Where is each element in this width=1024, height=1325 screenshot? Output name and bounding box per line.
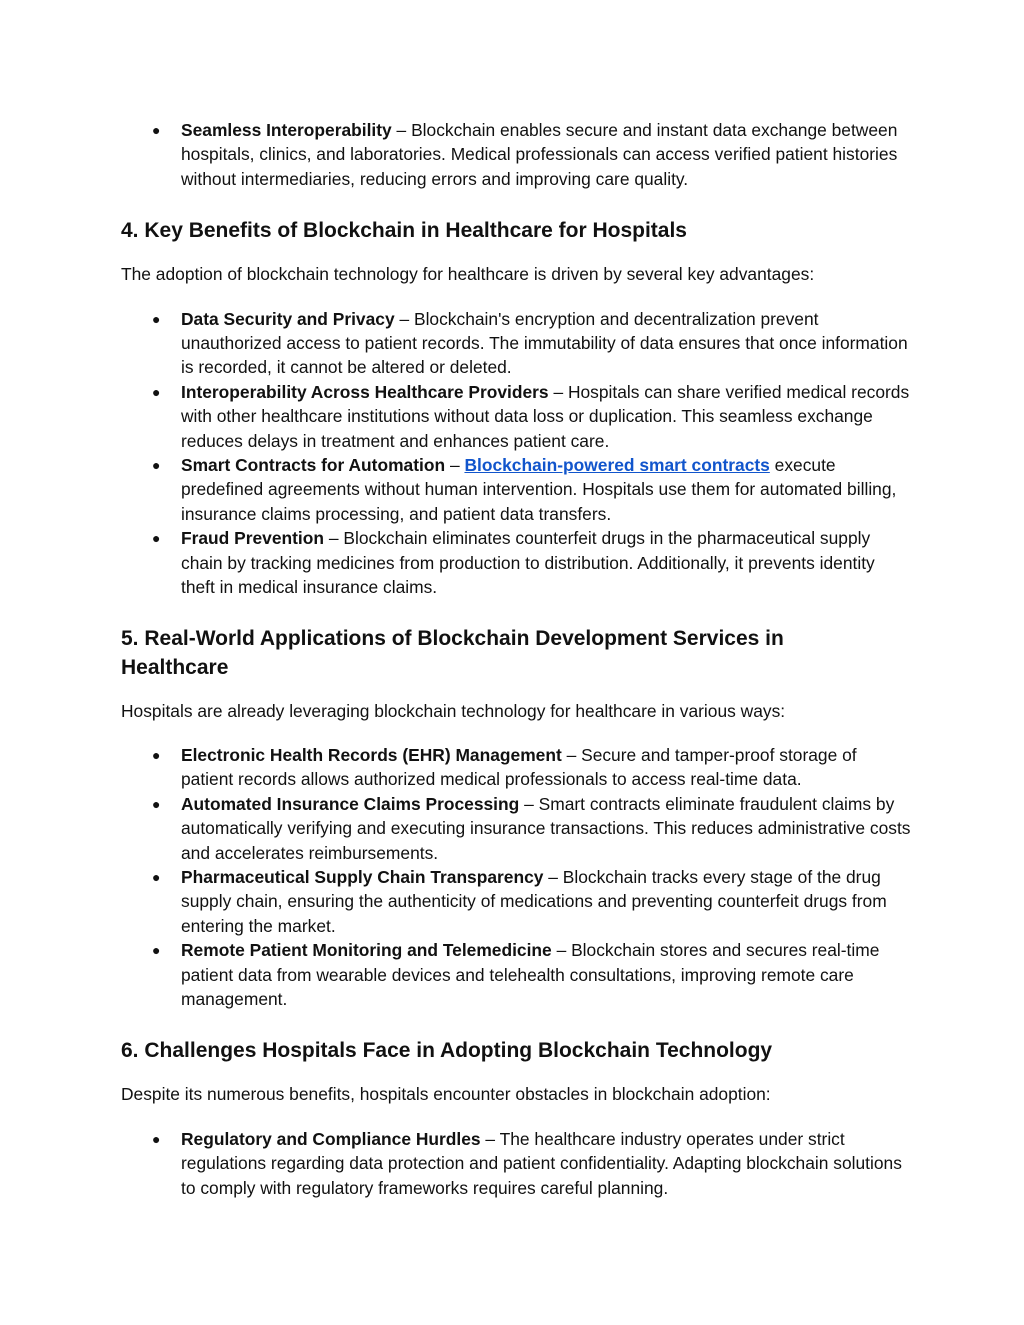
item-term: Smart Contracts for Automation xyxy=(181,455,446,476)
item-dash: – xyxy=(548,381,568,402)
bullet-icon: ● xyxy=(152,457,161,474)
item-text: Blockchain enables secure and instant data exchange between hospitals, clinics, and laboratories. Medical professionals can access verified patient histories without intermediaries, reducing errors and improving care quality. xyxy=(181,120,898,189)
item-dash: – xyxy=(519,793,539,814)
item-term: Remote Patient Monitoring and Telemedicine xyxy=(181,940,552,961)
section-4-intro: The adoption of blockchain technology for healthcare is driven by several key advantages: xyxy=(121,264,815,285)
section-4-heading: 4. Key Benefits of Blockchain in Healthcare for Hospitals xyxy=(121,219,687,243)
item-term: Fraud Prevention xyxy=(181,528,325,549)
section-5-heading xyxy=(121,624,911,682)
item-term: Automated Insurance Claims Processing xyxy=(181,793,520,814)
item-text: execute predefined agreements without human intervention. Hospitals use them for automated billing, insurance claims processing, and patient data transfers. xyxy=(181,455,897,524)
item-text: The healthcare industry operates under strict regulations regarding data protection and patient confidentiality. Adapting blockchain solutions to comply with regulatory frameworks requires careful planning. xyxy=(181,1128,902,1198)
top-bullet-list xyxy=(121,118,911,191)
section-6-list xyxy=(121,1127,911,1200)
section-4-list xyxy=(121,307,911,600)
list-item xyxy=(121,743,911,792)
item-dash: – xyxy=(480,1128,500,1149)
item-term: Seamless Interoperability xyxy=(181,120,392,140)
section-5-heading-line2: Healthcare xyxy=(121,655,229,679)
item-text: Smart contracts eliminate fraudulent claims by automatically verifying and executing insurance transactions. This reduces administrative costs and accelerates reimbursements. xyxy=(181,793,911,863)
section-5-intro: Hospitals are already leveraging blockchain technology for healthcare in various ways: xyxy=(121,700,786,721)
list-item xyxy=(121,453,911,526)
list-item xyxy=(121,307,911,380)
bullet-icon: ● xyxy=(152,383,161,400)
smart-contracts-link[interactable]: Blockchain-powered smart contracts xyxy=(464,455,770,476)
bullet-icon: ● xyxy=(152,868,161,885)
section-5-list xyxy=(121,743,911,1011)
item-dash: – xyxy=(551,940,572,961)
list-item xyxy=(121,865,911,938)
list-item xyxy=(121,118,911,191)
list-item xyxy=(121,380,911,453)
bullet-icon: ● xyxy=(152,122,161,138)
item-dash: – xyxy=(394,308,414,329)
section-6-intro: Despite its numerous benefits, hospitals encounter obstacles in blockchain adoption: xyxy=(121,1084,771,1105)
item-dash: – xyxy=(445,455,465,476)
item-term: Interoperability Across Healthcare Providers xyxy=(181,381,549,402)
item-text: Blockchain's encryption and decentralization prevent unauthorized access to patient records. The immutability of data ensures that once information is recorded, it cannot be altered or deleted. xyxy=(181,308,908,378)
bullet-icon: ● xyxy=(152,310,161,327)
document-content xyxy=(121,118,911,1200)
bullet-icon: ● xyxy=(152,1130,161,1147)
item-dash: – xyxy=(391,120,412,140)
list-item xyxy=(121,1127,911,1200)
item-term: Electronic Health Records (EHR) Management xyxy=(181,744,562,765)
item-text: Blockchain stores and secures real-time patient data from wearable devices and telehealth consultations, improving remote care management. xyxy=(181,940,880,1009)
list-item xyxy=(121,526,911,599)
bullet-icon: ● xyxy=(152,942,161,959)
item-dash: – xyxy=(324,528,344,549)
bullet-icon: ● xyxy=(152,795,161,812)
item-text: Hospitals can share verified medical records with other healthcare institutions without data loss or duplication. This seamless exchange reduces delays in treatment and enhances patient care. xyxy=(181,381,910,451)
item-dash: – xyxy=(561,744,582,765)
item-term: Data Security and Privacy xyxy=(181,308,395,329)
item-dash: – xyxy=(543,866,563,887)
bullet-icon: ● xyxy=(152,530,161,547)
section-5-heading-line1: 5. Real-World Applications of Blockchain Development Services in xyxy=(121,626,784,650)
bullet-icon: ● xyxy=(152,746,161,763)
item-text: Blockchain tracks every stage of the drug supply chain, ensuring the authenticity of medications and preventing counterfeit drugs from entering the market. xyxy=(181,866,887,936)
item-text: Blockchain eliminates counterfeit drugs in the pharmaceutical supply chain by tracking medicines from production to distribution. Additionally, it prevents identity theft in medical insurance claims. xyxy=(181,528,875,598)
item-term: Pharmaceutical Supply Chain Transparency xyxy=(181,866,544,887)
list-item xyxy=(121,938,911,1011)
section-6-heading: 6. Challenges Hospitals Face in Adopting Blockchain Technology xyxy=(121,1039,773,1063)
item-text: Secure and tamper-proof storage of patient records allows authorized medical professionals to access real-time data. xyxy=(181,744,857,790)
item-term: Regulatory and Compliance Hurdles xyxy=(181,1128,481,1149)
list-item xyxy=(121,792,911,865)
